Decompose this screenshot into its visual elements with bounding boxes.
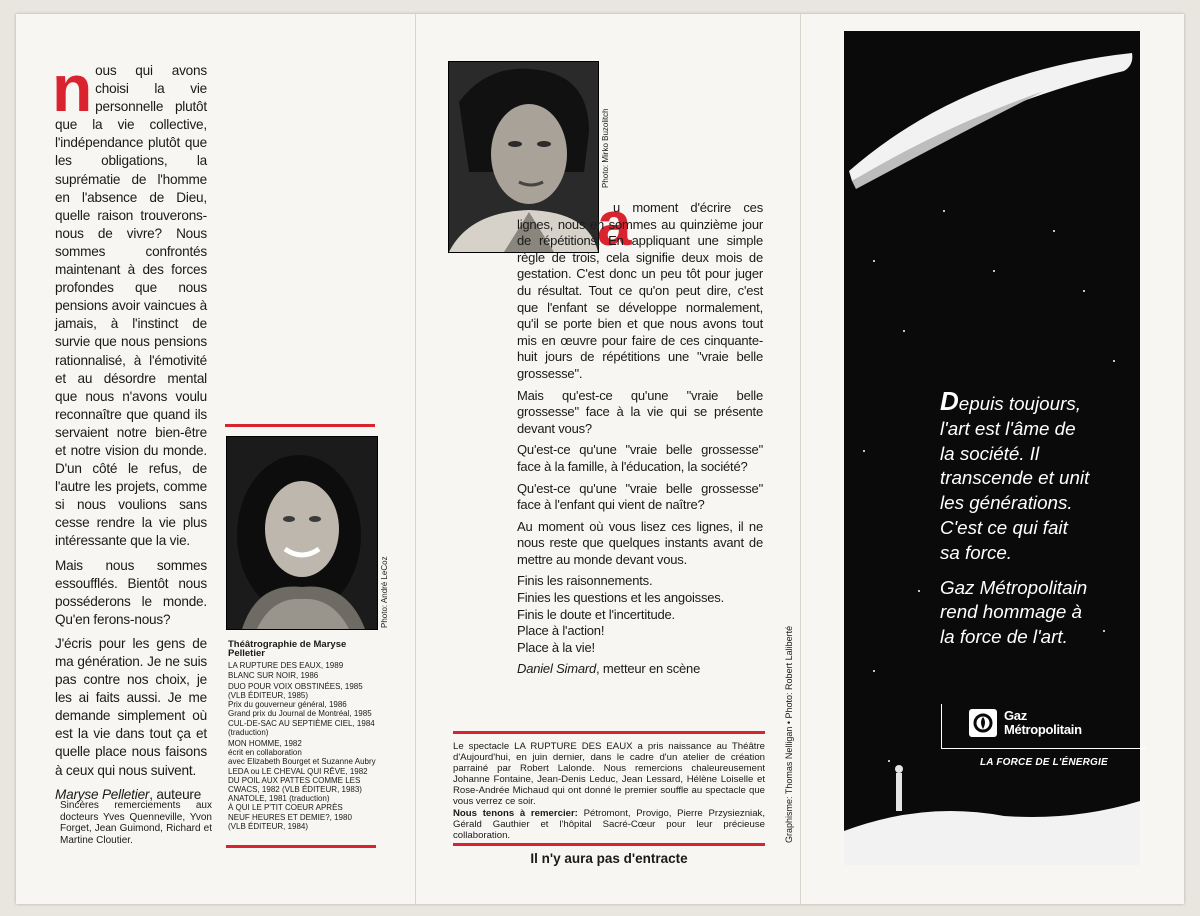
red-rule bbox=[453, 731, 765, 734]
theatrographie-entry: CUL-DE-SAC AU SEPTIÈME CIEL, 1984 bbox=[228, 718, 375, 728]
gaz-metro-logo-name bbox=[1004, 709, 1082, 737]
theatrographie-list bbox=[228, 640, 378, 831]
entracte-notice: Il n'y aura pas d'entracte bbox=[530, 851, 688, 866]
director-photo-credit: Photo: Mirko Buzolitch bbox=[601, 108, 610, 188]
theatrographie-entry: LEDA ou LE CHEVAL QUI RÊVE, 1982 bbox=[228, 766, 368, 776]
sponsors-label: Nous tenons à remercier: bbox=[453, 807, 578, 819]
theatrographie-entry: MON HOMME, 1982 bbox=[228, 739, 302, 749]
director-paragraph: Mais qu'est-ce qu'une "vraie belle grossesse" face à la vie qui se présente devant vous? bbox=[517, 387, 763, 436]
closing-line: Place à l'action! bbox=[517, 623, 605, 639]
theatrographie-entry: À QUI LE P'TIT COEUR APRÈS bbox=[228, 803, 343, 813]
ad-line: sa force. bbox=[940, 541, 1013, 563]
theatrographie-entry: CWACS, 1982 (VLB ÉDITEUR, 1983) bbox=[228, 785, 362, 795]
logo-line: Gaz bbox=[1004, 708, 1027, 723]
spectacle-note-text: Le spectacle LA RUPTURE DES EAUX a pris naissance au Théâtre d'Aujourd'hui, en juin dernier, dans le cadre d'un atelier de création parrainé par Robert Lalonde. Nous remercions chaleureusement Johanne Fontaine, Jean-Denis Leduc, Jean Lessard, Hélène Loiselle et Rose-Andrée Michaud qui ont donné le premier souffle au spectacle que vous verrez ce soir. bbox=[453, 741, 765, 808]
ad-line: l'art est l'âme de bbox=[940, 417, 1076, 439]
ad-tagline: LA FORCE DE L'ÉNERGIE bbox=[980, 757, 1108, 768]
author-portrait-image bbox=[227, 437, 377, 629]
theatrographie-entry: NEUF HEURES ET DEMIE?, 1980 bbox=[228, 812, 352, 822]
theatrographie-entry: LA RUPTURE DES EAUX, 1989 bbox=[228, 661, 344, 671]
ad-dropcap: D bbox=[940, 386, 959, 416]
author-paragraph: Mais nous sommes essoufflés. Bientôt nous posséderons le monde. Qu'en ferons-nous? bbox=[55, 557, 207, 627]
director-paragraph: Au moment où vous lisez ces lignes, il ne nous reste que quelques instants avant de mettre au monde devant vous. bbox=[517, 518, 763, 567]
logo-line: Métropolitain bbox=[1004, 722, 1082, 737]
ad-line: les générations. bbox=[940, 492, 1073, 514]
theatrographie-entry: avec Elizabeth Bourget et Suzanne Aubry bbox=[228, 757, 376, 767]
author-text bbox=[52, 51, 207, 804]
ad-line: epuis toujours, bbox=[958, 393, 1081, 414]
director-dropcap: a bbox=[597, 190, 632, 259]
director-paragraph: Qu'est-ce qu'une "vraie belle grossesse" face à la famille, à l'éducation, la société? bbox=[517, 442, 763, 474]
ad-line: transcende et unit bbox=[940, 467, 1090, 489]
red-rule bbox=[226, 845, 376, 848]
author-photo-credit: Photo: André LeCoz bbox=[380, 556, 389, 628]
director-paragraph: Qu'est-ce qu'une "vraie belle grossesse" face à l'enfant qui vient de naître? bbox=[517, 480, 763, 513]
theatrographie-entry: DUO POUR VOIX OBSTINÉES, 1985 bbox=[228, 681, 363, 691]
closing-line: Finis le doute et l'incertitude. bbox=[517, 606, 675, 622]
theatrographie-entry: DU POIL AUX PATTES COMME LES bbox=[228, 775, 361, 785]
red-rule bbox=[225, 424, 375, 427]
theatrographie-entry: BLANC SUR NOIR, 1986 bbox=[228, 670, 319, 680]
author-paragraph: J'écris pour les gens de ma génération. Je ne suis pas contre nos choix, je les ai faits aussi. Je me demande simplement où est la vie dans tout ça et quelle place nous faisons à ceux qui nous suivent. bbox=[55, 635, 207, 778]
closing-line: Finis les raisonnements. bbox=[517, 573, 653, 589]
fold-line-left bbox=[415, 14, 416, 904]
logo-bracket bbox=[941, 704, 942, 749]
author-signature-role: , auteure bbox=[149, 786, 202, 802]
ad-line: la société. Il bbox=[940, 442, 1040, 464]
ad-line: la force de l'art. bbox=[940, 626, 1068, 648]
theatrographie-entry: Prix du gouverneur général, 1986 bbox=[228, 700, 347, 710]
ad-slogan bbox=[940, 386, 1130, 660]
fold-line-right bbox=[800, 14, 801, 904]
theatrographie-title: Théâtrographie de Maryse Pelletier bbox=[228, 639, 347, 660]
director-signature-name: Daniel Simard bbox=[517, 661, 597, 677]
closing-line: Finies les questions et les angoisses. bbox=[517, 590, 725, 606]
ad-line: C'est ce qui fait bbox=[940, 516, 1068, 538]
design-credits: Graphisme: Thomas Nelligan • Photo: Robert Laliberté bbox=[784, 625, 794, 843]
sponsors-text: Pétromont, Provigo, Pierre Przysiezniak, Gérald Gauthier et l'hôpital Sacré-Cœur pour leur précieuse collaboration. bbox=[453, 807, 765, 841]
theatrographie-entry: écrit en collaboration bbox=[228, 748, 302, 758]
theatrographie-entry: Grand prix du Journal de Montréal, 1985 bbox=[228, 709, 372, 719]
director-text bbox=[517, 190, 763, 678]
theatrographie-entry: (VLB ÉDITEUR, 1984) bbox=[228, 821, 309, 831]
red-rule bbox=[453, 843, 765, 846]
theatrographie-entry: (traduction) bbox=[228, 727, 269, 737]
director-signature-role: , metteur en scène bbox=[596, 661, 701, 677]
author-paragraph: ous qui avons choisi la vie personnelle plutôt que la vie collective, l'indépendance plutôt que les obligations, la suprématie de l'homme en l'absence de Dieu, quelle raison trouverons-nous de vivre? Nous sommes confrontés maintenant à des forces profondes que nous pensions avoir vaincues à jamais, à l'instinct de survie que nous pensions rationnalisé, à l'émotivité et au désordre mental que nous n'avons voulu reconnaître que quand ils servaient notre bien-être et notre vision du monde. D'un côté le refus, de l'autre les projets, comme si nous voulions sans cesse rendre la vie plus intéressante que la vie. bbox=[55, 63, 207, 549]
ad-line: Gaz Métropolitain bbox=[940, 576, 1088, 598]
theatrographie-entry: (VLB ÉDITEUR, 1985) bbox=[228, 691, 309, 701]
gaz-metro-logo-icon bbox=[969, 709, 997, 737]
director-paragraph: u moment d'écrire ces lignes, nous en sommes au quinzième jour de répétitions. En appliquant une simple règle de trois, cela signifie deux mois de gestation. C'est donc un peu tôt pour juger du résultat. Tout ce qu'on peut dire, c'est que l'enfant se développe normalement, qu'il se porte bien et que nous avons tout mis en œuvre pour faire de ces cinquante-huit jours de répétitions une "vraie belle grossesse". bbox=[517, 200, 763, 381]
spectacle-note bbox=[453, 741, 765, 841]
left-thanks: Sincères remerciements aux docteurs Yves Quenneville, Yvon Forget, Jean Guimond, Richard et Martine Cloutier. bbox=[60, 800, 212, 846]
logo-bracket bbox=[941, 748, 1146, 749]
author-photo bbox=[226, 436, 378, 630]
closing-line: Place à la vie! bbox=[517, 639, 595, 655]
ad-line: rend hommage à bbox=[940, 601, 1082, 623]
author-dropcap: n bbox=[52, 51, 93, 125]
theatrographie-entry: ANATOLE, 1981 (traduction) bbox=[228, 794, 330, 804]
author-signature-name: Maryse Pelletier bbox=[55, 786, 150, 802]
